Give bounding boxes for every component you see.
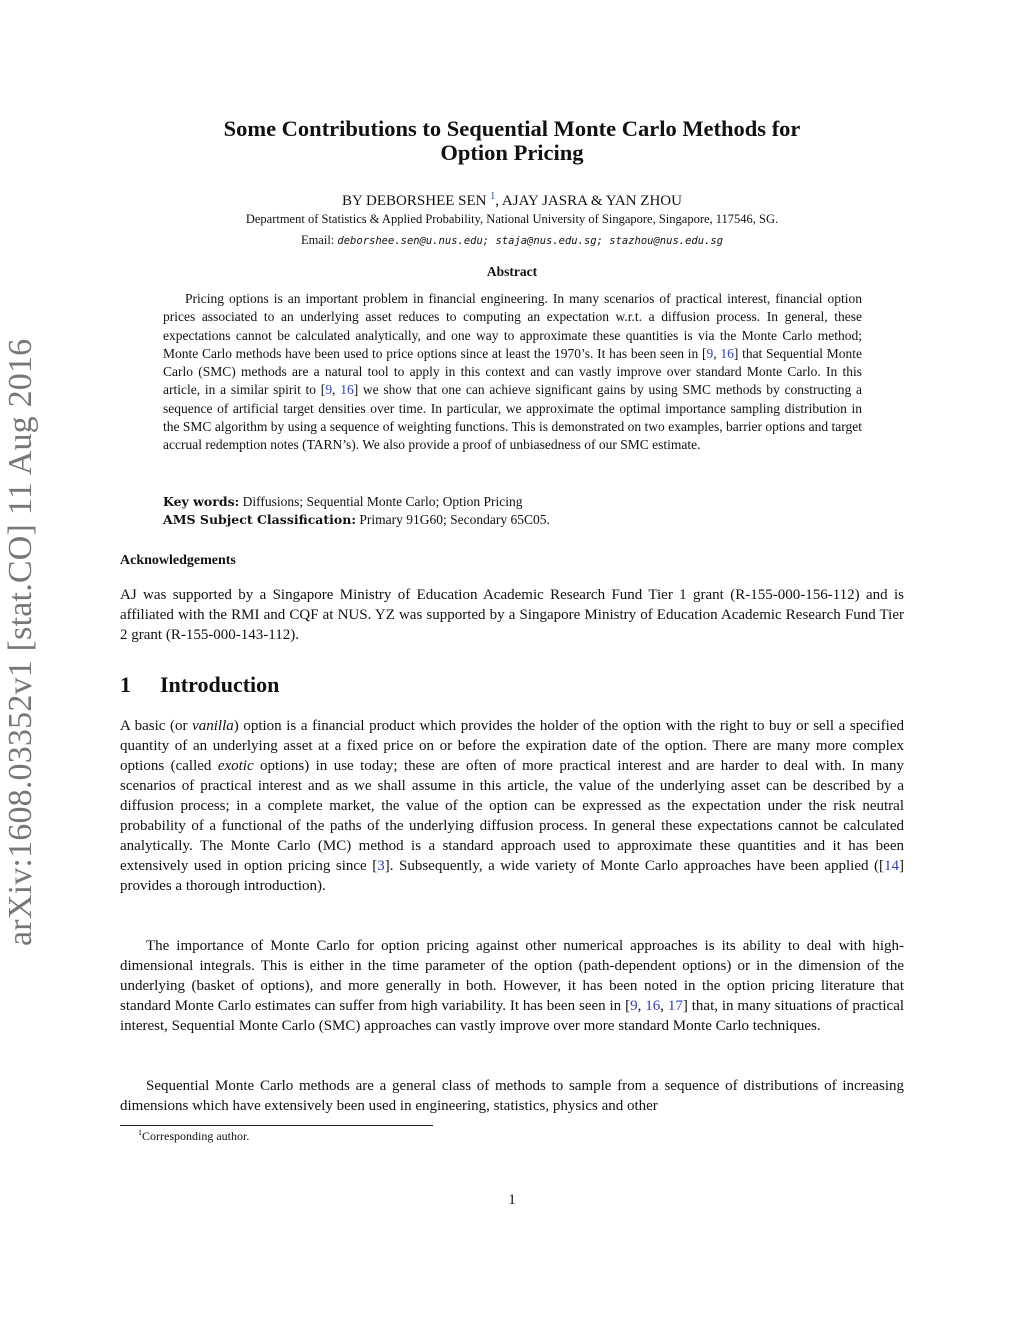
citation-link[interactable]: 16: [340, 382, 354, 398]
intro-paragraph-1: A basic (or vanilla) option is a financial product which provides the holder of the option with the right to buy or sell a specified quantity of an underlying asset at a fixed price on or before the expiration date of the option. There are many more complex options (called exotic options) in use today; these are often of more practical interest and are harder to deal with. In many scenarios of practical interest and as we shall assume in this article, the value of the underlying asset can be described by a diffusion process; in a complete market, the value of the option can be expressed as the expectation under the risk neutral probability of a functional of the paths of the underlying diffusion process. In general these expectations cannot be calculated analytically. The Monte Carlo (MC) method is a standard approach used to approximate these quantities and it has been extensively used in option pricing since [3]. Subsequently, a wide variety of Monte Carlo approaches have been applied ([14] provides a thorough introduction).: [120, 718, 905, 894]
citation-link[interactable]: 14: [884, 858, 899, 874]
citation-link[interactable]: 9: [325, 382, 333, 398]
email-addresses: deborshee.sen@u.nus.edu; staja@nus.edu.sg; stazhou@nus.edu.sg: [337, 235, 724, 247]
affiliation: Department of Statistics & Applied Probability, National University of Singapore, Singapore, 117546, SG.: [245, 212, 779, 226]
section-heading-introduction: 1 Introduction: [120, 672, 280, 697]
arxiv-identifier: arXiv:1608.03352v1 [stat.CO] 11 Aug 2016: [2, 338, 39, 946]
intro-paragraph-2: The importance of Monte Carlo for option pricing against other numerical approaches is its ability to deal with high-dimensional integrals. This is either in the time parameter of the option (path-dependent options) or in the dimension of the underlying (basket of options), and more generally in both. However, it has been noted in the option pricing literature that standard Monte Carlo estimates can suffer from high variability. It has been seen in [9, 16, 17] that, in many situations of practical interest, Sequential Monte Carlo (SMC) approaches can vastly improve over more standard Monte Carlo techniques.: [120, 938, 905, 1034]
footnote-divider: [120, 1125, 433, 1126]
ams-label: AMS Subject Classification:: [163, 512, 356, 527]
title-line-2: Option Pricing: [440, 140, 584, 165]
citation-link[interactable]: 9: [630, 998, 638, 1014]
citation-link[interactable]: 17: [667, 998, 683, 1014]
citation-link[interactable]: 16: [720, 345, 734, 361]
author-list: BY DEBORSHEE SEN $^1$, AJAY JASRA & YAN ZHOU: [342, 191, 682, 209]
author-footnote-link[interactable]: 1: [490, 191, 496, 202]
intro-paragraph-3: Sequential Monte Carlo methods are a general class of methods to sample from a sequence of distributions of increasing dimensions which have extensively been used in engineering, statistics, physics and other: [120, 1078, 904, 1114]
citation-link[interactable]: 3: [377, 858, 385, 874]
page-number: 1: [508, 1192, 516, 1208]
paper-title: [120, 117, 904, 165]
acknowledgements-heading: Acknowledgements: [120, 553, 236, 568]
footnote-mark: 1: [138, 1128, 142, 1137]
footnote: $^1$Corresponding author.: [138, 1128, 250, 1143]
section-number: 1: [120, 672, 131, 697]
email-line: Email: deborshee.sen@u.nus.edu; staja@nus.edu.sg; stazhou@nus.edu.sg: [300, 233, 724, 247]
citation-link[interactable]: 16: [645, 998, 661, 1014]
keywords-label: Key words:: [163, 494, 240, 509]
ams-classification: AMS Subject Classification: Primary 91G60; Secondary 65C05.: [163, 512, 550, 527]
acknowledgements-text: AJ was supported by a Singapore Ministry of Education Academic Research Fund Tier 1 grant (R-155-000-156-112) and is affiliated with the RMI and CQF at NUS. YZ was supported by a Singapore Ministry of Education Academic Research Fund Tier 2 grant (R-155-000-143-112).: [120, 587, 904, 643]
abstract-heading: Abstract: [486, 264, 538, 279]
citation-link[interactable]: 9: [706, 345, 714, 361]
abstract-text: Pricing options is an important problem in financial engineering. In many scenarios of practical interest, financial option prices associated to an underlying asset reduces to computing an expectation w.r.t. a diffusion process. In general, these expectations cannot be calculated analytically, and one way to approximate these quantities is via the Monte Carlo method; Monte Carlo methods have been used to price options since at least the 1970’s. It has been seen in [9, 16] that Sequential Monte Carlo (SMC) methods are a natural tool to apply in this context and can vastly improve over standard Monte Carlo. In this article, in a similar spirit to [9, 16] we show that one can achieve significant gains by using SMC methods by constructing a sequence of artificial target densities over time. In particular, we approximate the optimal importance sampling distribution in the SMC algorithm by using a sequence of weighting functions. This is demonstrated on two examples, barrier options and target accrual redemption notes (TARN’s). We also provide a proof of unbiasedness of our SMC estimate.: [163, 291, 863, 453]
title-line-1: Some Contributions to Sequential Monte Carlo Methods for: [223, 116, 801, 141]
keywords: Key words: Diffusions; Sequential Monte Carlo; Option Pricing: [163, 494, 523, 509]
